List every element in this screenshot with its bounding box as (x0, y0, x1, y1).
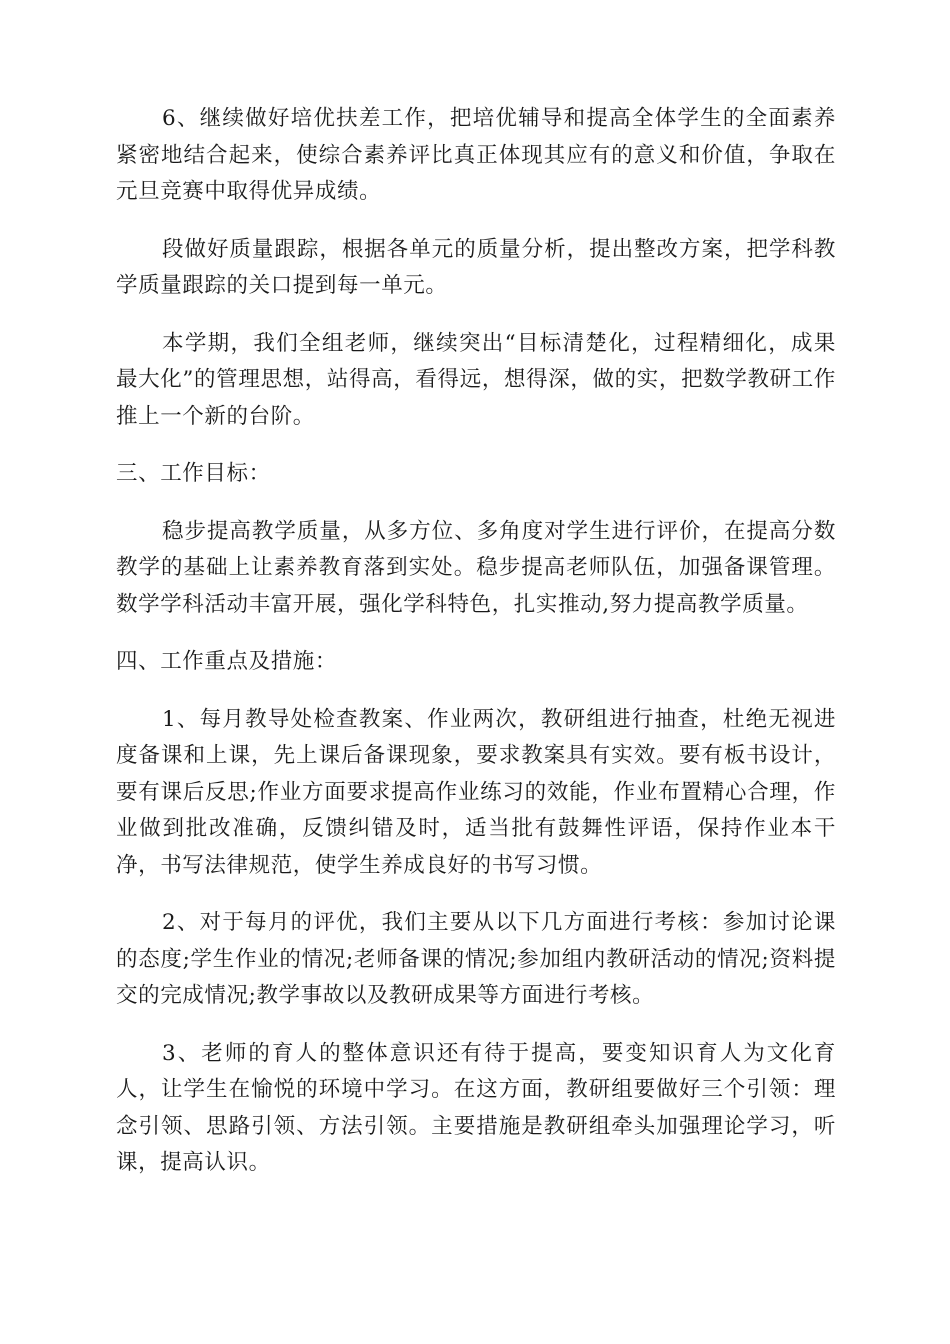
paragraph-measure-3: 3、老师的育人的整体意识还有待于提高，要变知识育人为文化育人，让学生在愉悦的环境中学习。在这方面，教研组要做好三个引领：理念引领、思路引领、方法引领。主要措施是教研组牵头加强理论学习，听课，提高认识。 (116, 1040, 836, 1175)
paragraph-measure-1: 1、每月教导处检查教案、作业两次，教研组进行抽查，杜绝无视进度备课和上课，先上课后备课现象，要求教案具有实效。要有板书设计，要有课后反思;作业方面要求提高作业练习的效能，作业布置精心合理，作业做到批改准确，反馈纠错及时，适当批有鼓舞性评语，保持作业本干净，书写法律规范，使学生养成良好的书写习惯。 (116, 706, 836, 878)
paragraph-item-6: 6、继续做好培优扶差工作，把培优辅导和提高全体学生的全面素养紧密地结合起来，使综合素养评比真正体现其应有的意义和价值，争取在元旦竞赛中取得优异成绩。 (116, 106, 836, 204)
paragraph-quality-tracking: 段做好质量跟踪，根据各单元的质量分析，提出整改方案，把学科教学质量跟踪的关口提到每一单元。 (116, 236, 836, 298)
paragraph-work-goals: 稳步提高教学质量，从多方位、多角度对学生进行评价，在提高分数教学的基础上让素养教育落到实处。稳步提高老师队伍，加强备课管理。数学学科活动丰富开展，强化学科特色，扎实推动,努力提高教学质量。 (116, 518, 836, 617)
paragraph-measure-2: 2、对于每月的评优，我们主要从以下几方面进行考核：参加讨论课的态度;学生作业的情况;老师备课的情况;参加组内教研活动的情况;资料提交的完成情况;教学事故以及教研成果等方面进行考核。 (116, 910, 836, 1008)
paragraph-semester-goal: 本学期，我们全组老师，继续突出“目标清楚化，过程精细化，成果最大化”的管理思想，站得高，看得远，想得深，做的实，把数学教研工作推上一个新的台阶。 (116, 330, 836, 429)
document-body (116, 101, 836, 1203)
section-heading-key-measures: 四、工作重点及措施： (116, 649, 338, 674)
section-heading-work-goals: 三、工作目标： (116, 461, 271, 486)
